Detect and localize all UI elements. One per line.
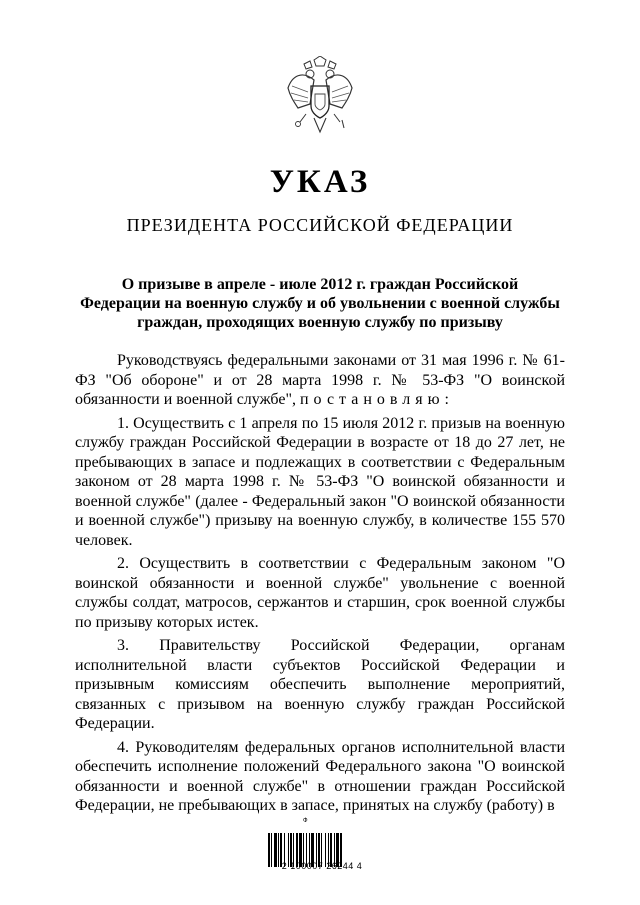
paragraph-4: 4. Руководителям федеральных органов исполнительной власти обеспечить исполнение положений Федерального закона "О воинской обязанности и военной службе" в отношении граждан Российской Федерации, не пребывающих в запасе, принятых на службу (работу) в	[75, 738, 565, 814]
barcode-tag: Ф	[303, 818, 308, 824]
decree-heading: О призыве в апреле - июле 2012 г. граждан Российской Федерации на военную службу и об увольнении с военной службы граждан, проходящих военную службу по призыву	[80, 276, 560, 331]
paragraph-3: 3. Правительству Российской Федерации, органам исполнительной власти субъектов Российской Федерации и призывным комиссиям обеспечить выполнение мероприятий, связанных с призывом на военную службу граждан Российской Федерации.	[75, 637, 565, 732]
preamble-text: Руководствуясь федеральными законами от 31 мая 1996 г. № 61-ФЗ "Об обороне" и от 28 марта 1998 г. № 53-ФЗ "О воинской обязанности и военной службе",	[75, 352, 565, 408]
decree-body	[75, 351, 565, 820]
preamble	[75, 351, 565, 410]
decree-title: УКАЗ	[269, 164, 371, 200]
coat-of-arms-icon	[284, 56, 356, 140]
paragraph-1: 1. Осуществить с 1 апреля по 15 июля 2012 г. призыв на военную службу граждан Российской Федерации в возрасте от 18 до 27 лет, не пребывающих в запасе и подлежащих в соответствии с Федеральным законом от 28 марта 1998 г. № 53-ФЗ "О воинской обязанности и военной службе" (далее - Федеральный закон "О воинской обязанности и военной службе") призыву на военную службу, в количестве 155 570 человек.	[75, 414, 565, 549]
barcode-number: 2 100007 26244 4	[281, 861, 363, 871]
decree-word: постановляю:	[299, 391, 454, 408]
paragraph-2: 2. Осуществить в соответствии с Федеральным законом "О воинской обязанности и военной службе" увольнение с военной службы солдат, матросов, сержантов и старшин, срок военной службы по призыву которых истек.	[75, 555, 565, 631]
decree-subtitle: ПРЕЗИДЕНТА РОССИЙСКОЙ ФЕДЕРАЦИИ	[126, 215, 514, 235]
